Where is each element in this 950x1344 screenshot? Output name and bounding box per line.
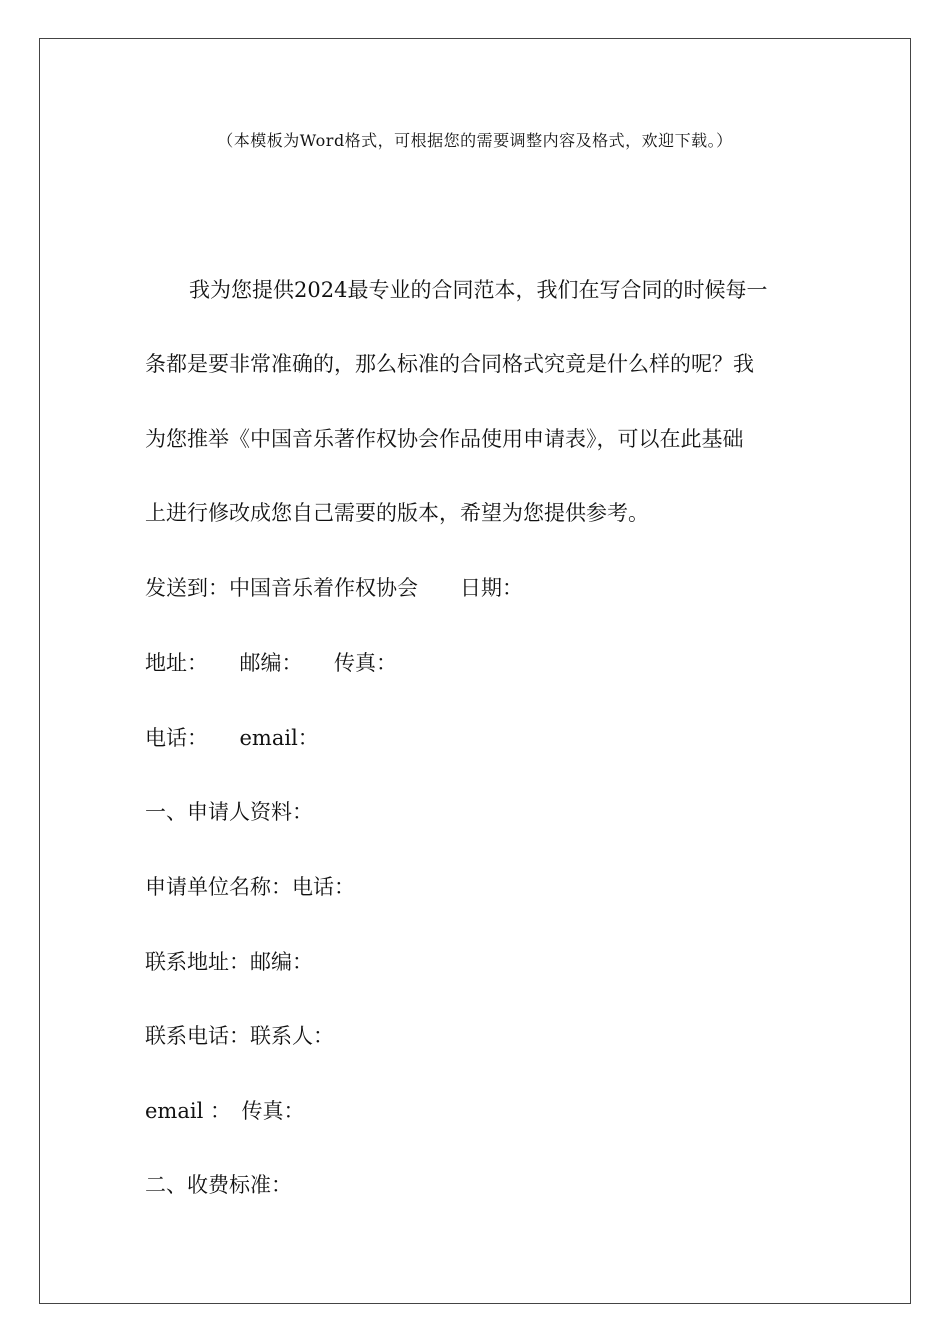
intro-line-3: 为您推举《中国音乐著作权协会作品使用申请表》，可以在此基础	[145, 427, 744, 451]
email-fax-line: email ： 传真：	[145, 1099, 305, 1123]
phone-line: 电话： email：	[145, 726, 319, 750]
contact-phone-line: 联系电话：联系人：	[145, 1024, 334, 1048]
intro-line-4: 上进行修改成您自己需要的版本，希望为您提供参考。	[145, 501, 649, 525]
address-line: 地址： 邮编： 传真：	[145, 651, 397, 675]
applicant-name-line: 申请单位名称：电话：	[145, 875, 355, 899]
intro-line-2: 条都是要非常准确的，那么标准的合同格式究竟是什么样的呢？我	[145, 352, 754, 376]
intro-line-1: 我为您提供2024最专业的合同范本，我们在写合同的时候每一	[189, 278, 768, 302]
template-note: （本模板为Word格式，可根据您的需要调整内容及格式，欢迎下载。）	[217, 131, 733, 150]
section-1-title: 一、申请人资料：	[145, 800, 313, 824]
contact-address-line: 联系地址：邮编：	[145, 950, 313, 974]
send-to-line: 发送到：中国音乐着作权协会 日期：	[145, 576, 523, 600]
section-2-title: 二、收费标准：	[145, 1173, 292, 1197]
